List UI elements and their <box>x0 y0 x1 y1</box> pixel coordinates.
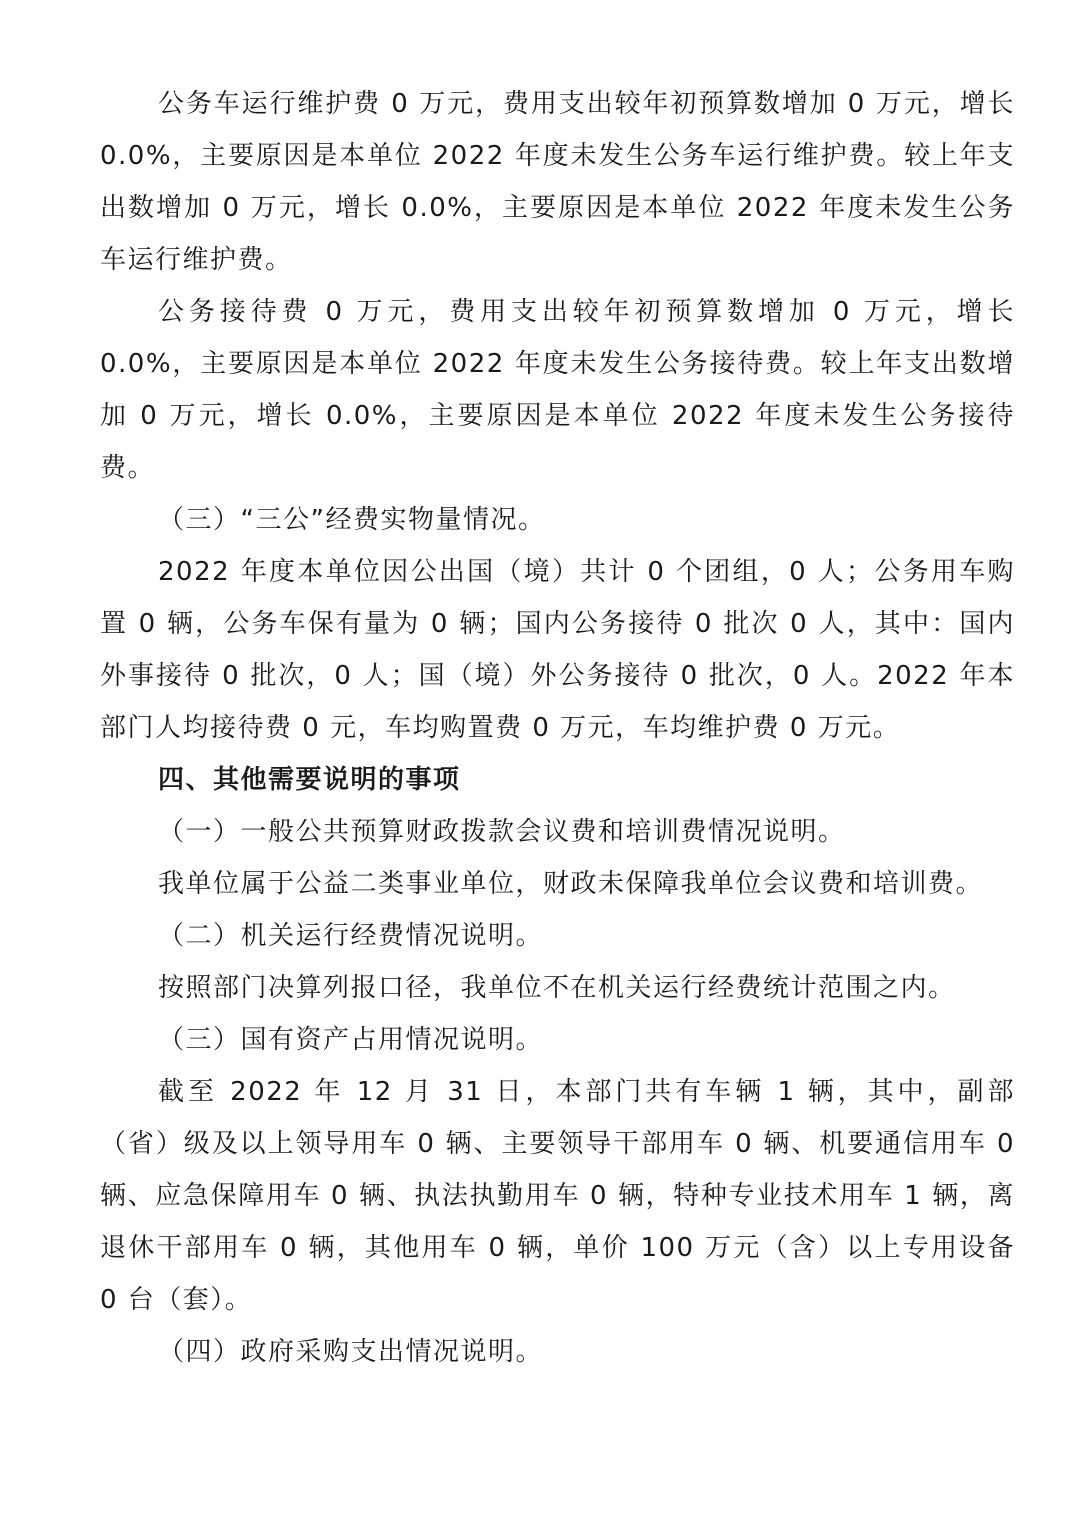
document-page <box>100 78 1015 1378</box>
paragraph-state-assets: 截至 2022 年 12 月 31 日，本部门共有车辆 1 辆，其中，副部（省）级及以上领导用车 0 辆、主要领导干部用车 0 辆、机要通信用车 0 辆、应急保障用车 0 辆、执法执勤用车 0 辆，特种专业技术用车 1 辆，离退休干部用车 0 辆，其他用车 0 辆，单价 100 万元（含）以上专用设备 0 台（套）。 <box>100 1077 1015 1315</box>
subheading-government-procurement: （四）政府采购支出情况说明。 <box>158 1337 544 1367</box>
paragraph-vehicle-maintenance: 公务车运行维护费 0 万元，费用支出较年初预算数增加 0 万元，增长 0.0%，主要原因是本单位 2022 年度未发生公务车运行维护费。较上年支出数增加 0 万元，增长 0.0%，主要原因是本单位 2022 年度未发生公务车运行维护费。 <box>100 89 1015 275</box>
subheading-sangong-quantity: （三）“三公”经费实物量情况。 <box>158 505 546 535</box>
paragraph-sangong-quantity: 2022 年度本单位因公出国（境）共计 0 个团组，0 人；公务用车购置 0 辆，公务车保有量为 0 辆；国内公务接待 0 批次 0 人，其中：国内外事接待 0 批次，0 人；国（境）外公务接待 0 批次，0 人。2022 年本部门人均接待费 0 元，车均购置费 0 万元，车均维护费 0 万元。 <box>100 557 1015 743</box>
subheading-agency-operation: （二）机关运行经费情况说明。 <box>158 921 544 951</box>
paragraph-meeting-training: 我单位属于公益二类事业单位，财政未保障我单位会议费和培训费。 <box>158 869 984 899</box>
paragraph-agency-operation: 按照部门决算列报口径，我单位不在机关运行经费统计范围之内。 <box>158 973 956 1003</box>
subheading-state-assets: （三）国有资产占用情况说明。 <box>158 1025 544 1055</box>
subheading-meeting-training: （一）一般公共预算财政拨款会议费和培训费情况说明。 <box>158 817 846 847</box>
paragraph-reception-fee: 公务接待费 0 万元，费用支出较年初预算数增加 0 万元，增长 0.0%，主要原因是本单位 2022 年度未发生公务接待费。较上年支出数增加 0 万元，增长 0.0%，主要原因是本单位 2022 年度未发生公务接待费。 <box>100 297 1015 483</box>
section-heading-other-matters: 四、其他需要说明的事项 <box>158 765 461 795</box>
